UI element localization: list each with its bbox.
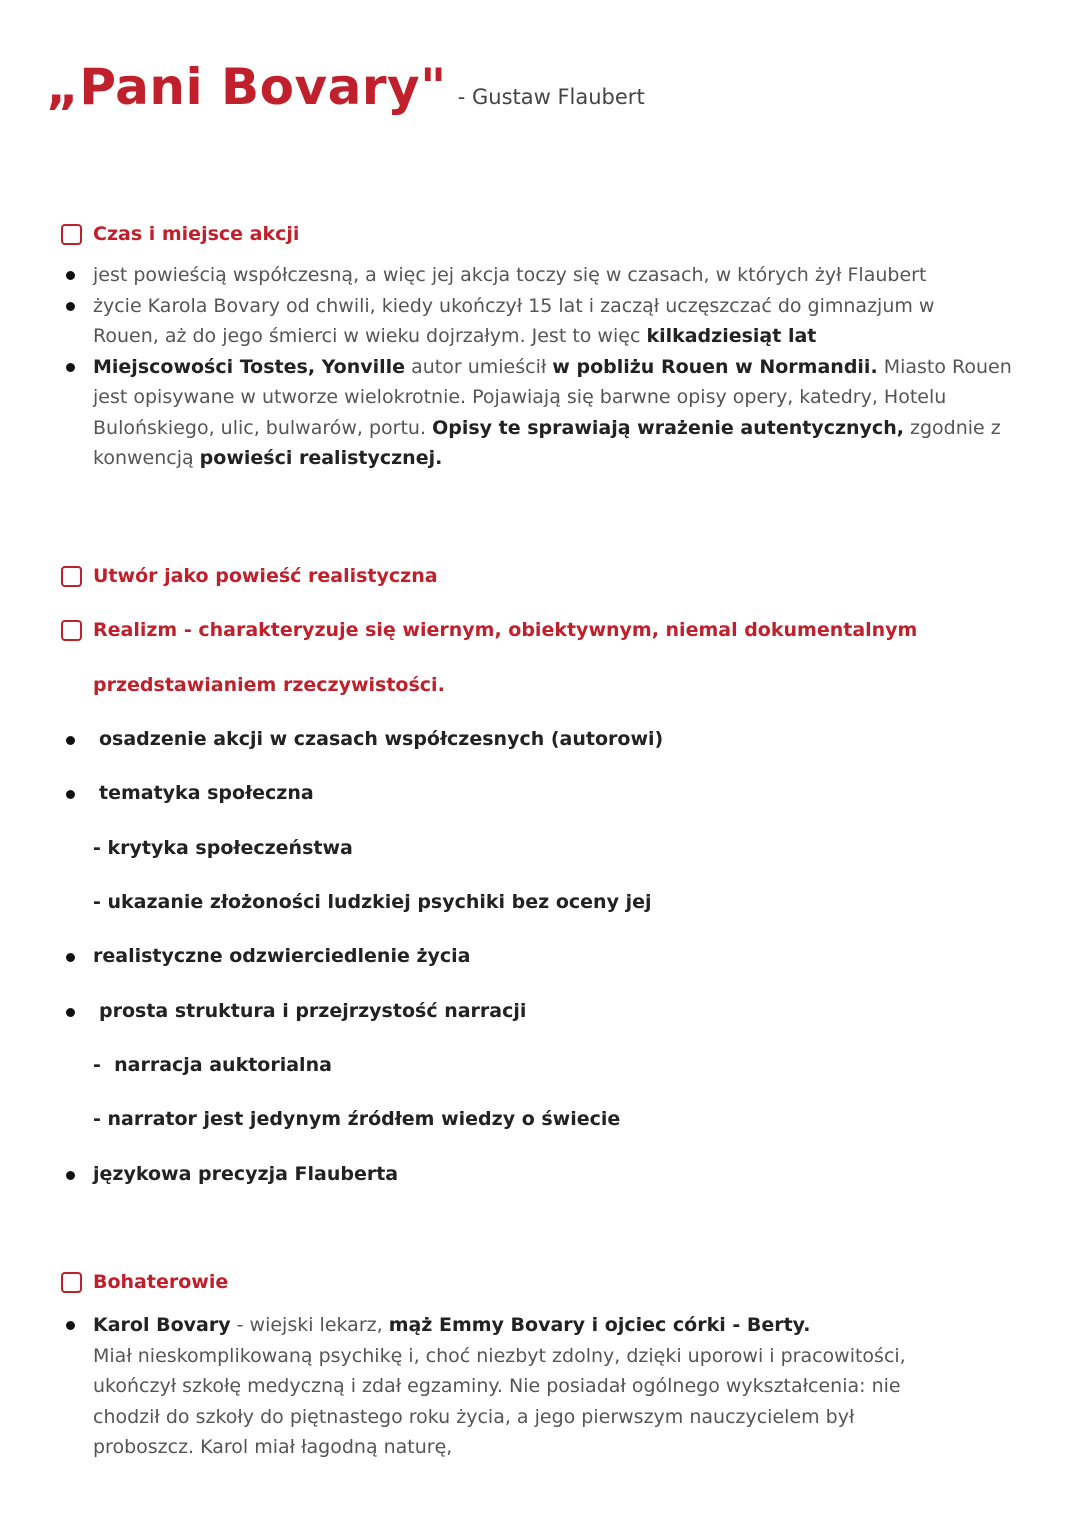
checkbox-icon[interactable] — [61, 1272, 82, 1293]
section-heading-realistyczna — [61, 565, 438, 587]
bullet-icon — [66, 302, 75, 311]
text-line: chodził do szkoły do piętnastego roku życia, a jego pierwszym nauczycielem był — [93, 1406, 855, 1428]
list-item: językowa precyzja Flauberta — [93, 1163, 399, 1185]
text-line: Karol Bovary - wiejski lekarz, mąż Emmy Bovary i ojciec córki - Berty. — [93, 1314, 811, 1336]
text-line: Miejscowości Tostes, Yonville autor umieścił w pobliżu Rouen w Normandii. Miasto Rouen — [93, 356, 1012, 378]
text-line: jest powieścią współczesną, a więc jej akcja toczy się w czasach, w których żył Flaubert — [93, 264, 927, 286]
checkbox-icon[interactable] — [61, 620, 82, 641]
list-item: osadzenie akcji w czasach współczesnych (autorowi) — [99, 728, 664, 750]
title-row — [46, 58, 645, 116]
section-heading-text: Bohaterowie — [93, 1271, 229, 1293]
section-heading-czas — [61, 223, 299, 245]
bullet-icon — [66, 1171, 75, 1180]
text-line: życie Karola Bovary od chwili, kiedy ukończył 15 lat i zaczął uczęszczać do gimnazjum w — [93, 295, 935, 317]
bullet-icon — [66, 271, 75, 280]
author: - Gustaw Flaubert — [457, 85, 645, 109]
list-item: prosta struktura i przejrzystość narracji — [99, 1000, 527, 1022]
text-line: jest opisywane w utworze wielokrotnie. Pojawiają się barwne opisy opery, katedry, Hotelu — [93, 386, 947, 408]
list-item: realistyczne odzwierciedlenie życia — [93, 945, 471, 967]
bullet-icon — [66, 1008, 75, 1017]
text-line: Bulońskiego, ulic, bulwarów, portu. Opisy te sprawiają wrażenie autentycznych, zgodnie z — [93, 417, 1001, 439]
realism-text: Realizm - charakteryzuje się wiernym, obiektywnym, niemal dokumentalnym — [93, 619, 918, 641]
text-line: konwencją powieści realistycznej. — [93, 447, 443, 469]
bullet-icon — [66, 736, 75, 745]
sub-item: - krytyka społeczeństwa — [93, 837, 353, 859]
bullet-icon — [66, 953, 75, 962]
page-title: „Pani Bovary" — [46, 58, 447, 116]
sub-item: - narracja auktorialna — [93, 1054, 332, 1076]
bullet-icon — [66, 363, 75, 372]
sub-item: - ukazanie złożoności ludzkiej psychiki bez oceny jej — [93, 891, 652, 913]
realism-text-cont: przedstawianiem rzeczywistości. — [93, 674, 445, 696]
section-heading-text: Czas i miejsce akcji — [93, 223, 300, 245]
section-heading-bohaterowie — [61, 1271, 228, 1293]
list-item: tematyka społeczna — [99, 782, 314, 804]
text-line: proboszcz. Karol miał łagodną naturę, — [93, 1436, 453, 1458]
checkbox-icon[interactable] — [61, 224, 82, 245]
realism-definition — [61, 619, 917, 641]
text-line: ukończył szkołę medyczną i zdał egzaminy. Nie posiadał ogólnego wykształcenia: nie — [93, 1375, 901, 1397]
bullet-icon — [66, 790, 75, 799]
section-heading-text: Utwór jako powieść realistyczna — [93, 565, 438, 587]
checkbox-icon[interactable] — [61, 566, 82, 587]
sub-item: - narrator jest jedynym źródłem wiedzy o świecie — [93, 1108, 621, 1130]
text-line: Rouen, aż do jego śmierci w wieku dojrzałym. Jest to więc kilkadziesiąt lat — [93, 325, 817, 347]
text-line: Miał nieskomplikowaną psychikę i, choć niezbyt zdolny, dzięki uporowi i pracowitości, — [93, 1345, 906, 1367]
bullet-icon — [66, 1321, 75, 1330]
